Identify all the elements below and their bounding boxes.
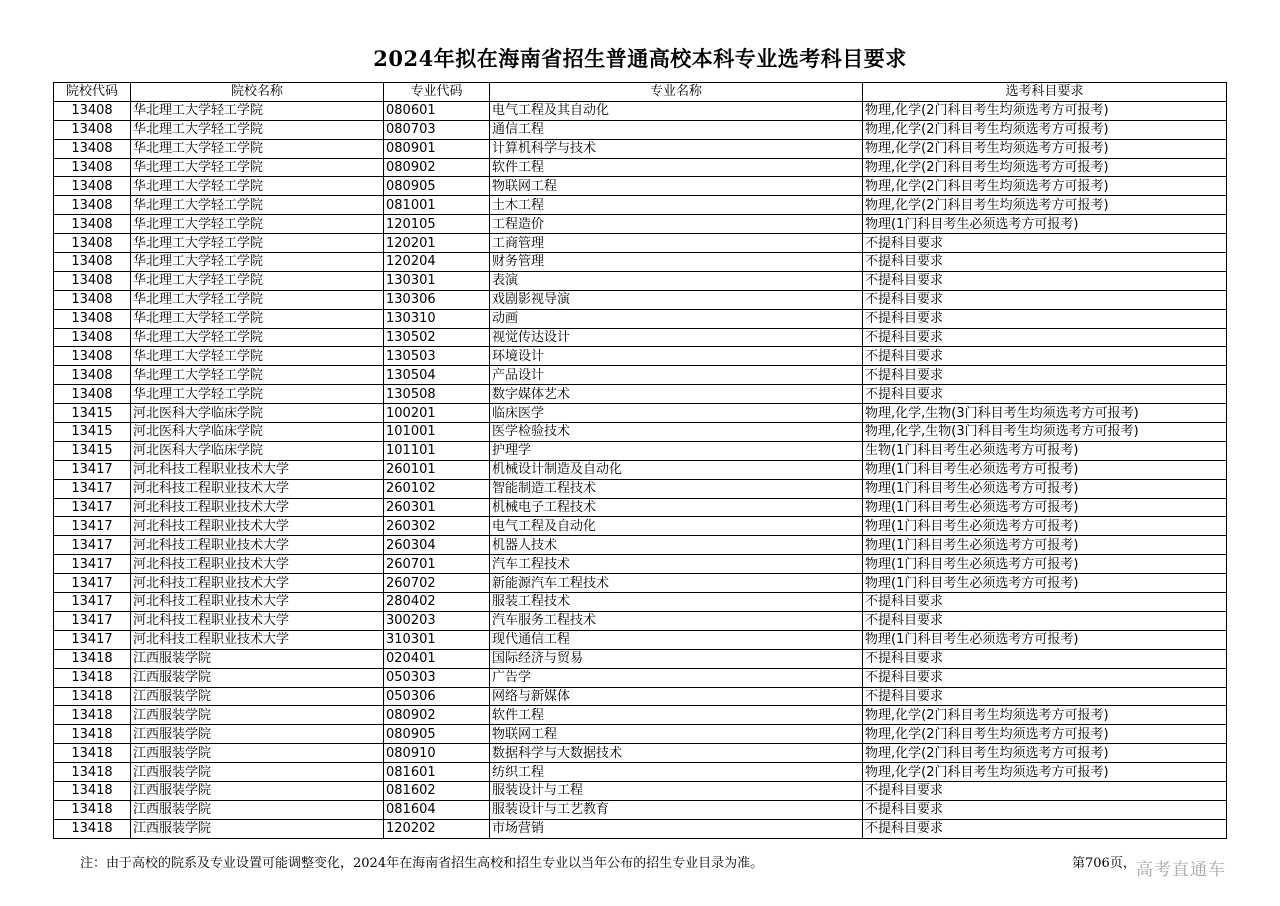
table-row	[54, 706, 1227, 725]
major-name-cell: 医学检验技术	[490, 423, 863, 442]
school-name-cell: 河北科技工程职业技术大学	[131, 574, 384, 593]
school-code-cell: 13417	[54, 574, 131, 593]
major-name-cell: 护理学	[490, 441, 863, 460]
table-header	[54, 83, 1227, 102]
school-code-cell: 13408	[54, 139, 131, 158]
school-name-cell: 华北理工大学轻工学院	[131, 177, 384, 196]
school-code-cell: 13408	[54, 234, 131, 253]
table-row	[54, 120, 1227, 139]
table-row	[54, 498, 1227, 517]
table-row	[54, 649, 1227, 668]
major-code-cell: 260702	[384, 574, 490, 593]
requirement-cell: 生物(1门科目考生必须选考方可报考)	[863, 441, 1227, 460]
major-code-cell: 130503	[384, 347, 490, 366]
table-row	[54, 725, 1227, 744]
header-requirement: 选考科目要求	[863, 83, 1227, 102]
major-code-cell: 130508	[384, 385, 490, 404]
requirement-cell: 不提科目要求	[863, 253, 1227, 272]
school-name-cell: 华北理工大学轻工学院	[131, 253, 384, 272]
school-code-cell: 13408	[54, 271, 131, 290]
requirement-cell: 物理,化学(2门科目考生均须选考方可报考)	[863, 177, 1227, 196]
major-code-cell: 310301	[384, 630, 490, 649]
school-name-cell: 河北科技工程职业技术大学	[131, 593, 384, 612]
subject-requirements-table	[53, 82, 1227, 839]
school-code-cell: 13417	[54, 498, 131, 517]
major-code-cell: 080902	[384, 706, 490, 725]
requirement-cell: 物理(1门科目考生必须选考方可报考)	[863, 498, 1227, 517]
table-row	[54, 744, 1227, 763]
school-code-cell: 13418	[54, 819, 131, 838]
major-code-cell: 080910	[384, 744, 490, 763]
major-code-cell: 120202	[384, 819, 490, 838]
table-row	[54, 101, 1227, 120]
table-row	[54, 479, 1227, 498]
school-code-cell: 13417	[54, 611, 131, 630]
school-name-cell: 江西服装学院	[131, 725, 384, 744]
school-code-cell: 13417	[54, 460, 131, 479]
school-code-cell: 13408	[54, 158, 131, 177]
major-code-cell: 260102	[384, 479, 490, 498]
requirement-cell: 物理,化学,生物(3门科目考生均须选考方可报考)	[863, 404, 1227, 423]
school-code-cell: 13418	[54, 800, 131, 819]
school-name-cell: 华北理工大学轻工学院	[131, 366, 384, 385]
school-code-cell: 13418	[54, 781, 131, 800]
requirement-cell: 物理(1门科目考生必须选考方可报考)	[863, 574, 1227, 593]
major-name-cell: 市场营销	[490, 819, 863, 838]
school-name-cell: 华北理工大学轻工学院	[131, 215, 384, 234]
major-code-cell: 260302	[384, 517, 490, 536]
requirement-cell: 物理(1门科目考生必须选考方可报考)	[863, 630, 1227, 649]
major-code-cell: 300203	[384, 611, 490, 630]
school-name-cell: 华北理工大学轻工学院	[131, 120, 384, 139]
major-name-cell: 新能源汽车工程技术	[490, 574, 863, 593]
school-name-cell: 江西服装学院	[131, 763, 384, 782]
major-code-cell: 130502	[384, 328, 490, 347]
table-row	[54, 800, 1227, 819]
major-name-cell: 软件工程	[490, 706, 863, 725]
requirement-cell: 不提科目要求	[863, 366, 1227, 385]
school-code-cell: 13417	[54, 630, 131, 649]
school-code-cell: 13418	[54, 763, 131, 782]
school-code-cell: 13417	[54, 536, 131, 555]
school-name-cell: 河北科技工程职业技术大学	[131, 536, 384, 555]
requirement-cell: 物理(1门科目考生必须选考方可报考)	[863, 215, 1227, 234]
table-row	[54, 687, 1227, 706]
major-code-cell: 080901	[384, 139, 490, 158]
major-code-cell: 080902	[384, 158, 490, 177]
table-row	[54, 404, 1227, 423]
school-code-cell: 13415	[54, 423, 131, 442]
school-name-cell: 江西服装学院	[131, 687, 384, 706]
major-name-cell: 机械电子工程技术	[490, 498, 863, 517]
major-name-cell: 数据科学与大数据技术	[490, 744, 863, 763]
major-name-cell: 计算机科学与技术	[490, 139, 863, 158]
school-name-cell: 江西服装学院	[131, 800, 384, 819]
requirement-cell: 不提科目要求	[863, 328, 1227, 347]
table-row	[54, 668, 1227, 687]
table-row	[54, 385, 1227, 404]
major-name-cell: 产品设计	[490, 366, 863, 385]
school-name-cell: 河北科技工程职业技术大学	[131, 498, 384, 517]
school-code-cell: 13418	[54, 668, 131, 687]
requirement-cell: 物理,化学(2门科目考生均须选考方可报考)	[863, 744, 1227, 763]
school-name-cell: 河北科技工程职业技术大学	[131, 555, 384, 574]
school-name-cell: 江西服装学院	[131, 781, 384, 800]
table-row	[54, 611, 1227, 630]
requirement-cell: 物理(1门科目考生必须选考方可报考)	[863, 517, 1227, 536]
school-code-cell: 13408	[54, 196, 131, 215]
major-name-cell: 工程造价	[490, 215, 863, 234]
table-row	[54, 215, 1227, 234]
major-name-cell: 汽车服务工程技术	[490, 611, 863, 630]
requirement-cell: 物理,化学(2门科目考生均须选考方可报考)	[863, 706, 1227, 725]
major-code-cell: 260301	[384, 498, 490, 517]
school-name-cell: 华北理工大学轻工学院	[131, 271, 384, 290]
major-name-cell: 服装设计与工艺教育	[490, 800, 863, 819]
major-name-cell: 临床医学	[490, 404, 863, 423]
table-row	[54, 309, 1227, 328]
table-row	[54, 366, 1227, 385]
major-code-cell: 080905	[384, 177, 490, 196]
school-code-cell: 13418	[54, 687, 131, 706]
school-name-cell: 华北理工大学轻工学院	[131, 385, 384, 404]
major-code-cell: 081604	[384, 800, 490, 819]
major-name-cell: 服装工程技术	[490, 593, 863, 612]
requirement-cell: 不提科目要求	[863, 234, 1227, 253]
table-row	[54, 460, 1227, 479]
requirement-cell: 不提科目要求	[863, 819, 1227, 838]
watermark: 高考直通车	[1136, 860, 1226, 880]
table-row	[54, 781, 1227, 800]
school-code-cell: 13408	[54, 347, 131, 366]
major-name-cell: 网络与新媒体	[490, 687, 863, 706]
school-name-cell: 华北理工大学轻工学院	[131, 234, 384, 253]
major-name-cell: 戏剧影视导演	[490, 290, 863, 309]
requirement-cell: 物理(1门科目考生必须选考方可报考)	[863, 536, 1227, 555]
school-name-cell: 华北理工大学轻工学院	[131, 328, 384, 347]
major-code-cell: 050306	[384, 687, 490, 706]
major-code-cell: 120204	[384, 253, 490, 272]
header-major-code: 专业代码	[384, 83, 490, 102]
school-code-cell: 13417	[54, 555, 131, 574]
major-name-cell: 国际经济与贸易	[490, 649, 863, 668]
major-code-cell: 280402	[384, 593, 490, 612]
major-code-cell: 080905	[384, 725, 490, 744]
major-code-cell: 260101	[384, 460, 490, 479]
school-name-cell: 江西服装学院	[131, 649, 384, 668]
major-name-cell: 电气工程及自动化	[490, 517, 863, 536]
school-name-cell: 华北理工大学轻工学院	[131, 158, 384, 177]
major-name-cell: 物联网工程	[490, 725, 863, 744]
school-name-cell: 华北理工大学轻工学院	[131, 101, 384, 120]
major-code-cell: 130306	[384, 290, 490, 309]
table-row	[54, 819, 1227, 838]
requirement-cell: 不提科目要求	[863, 290, 1227, 309]
table-row	[54, 253, 1227, 272]
major-code-cell: 101001	[384, 423, 490, 442]
requirement-cell: 物理,化学(2门科目考生均须选考方可报考)	[863, 196, 1227, 215]
requirement-cell: 物理(1门科目考生必须选考方可报考)	[863, 555, 1227, 574]
major-name-cell: 环境设计	[490, 347, 863, 366]
major-code-cell: 120201	[384, 234, 490, 253]
school-name-cell: 河北科技工程职业技术大学	[131, 517, 384, 536]
major-name-cell: 表演	[490, 271, 863, 290]
school-code-cell: 13417	[54, 517, 131, 536]
school-code-cell: 13408	[54, 177, 131, 196]
major-name-cell: 土木工程	[490, 196, 863, 215]
school-name-cell: 河北科技工程职业技术大学	[131, 630, 384, 649]
school-name-cell: 河北医科大学临床学院	[131, 441, 384, 460]
table-row	[54, 441, 1227, 460]
major-name-cell: 汽车工程技术	[490, 555, 863, 574]
school-code-cell: 13415	[54, 441, 131, 460]
requirement-cell: 物理,化学(2门科目考生均须选考方可报考)	[863, 139, 1227, 158]
requirement-cell: 不提科目要求	[863, 687, 1227, 706]
requirement-cell: 不提科目要求	[863, 593, 1227, 612]
school-code-cell: 13408	[54, 309, 131, 328]
major-name-cell: 物联网工程	[490, 177, 863, 196]
requirement-cell: 不提科目要求	[863, 271, 1227, 290]
major-code-cell: 130504	[384, 366, 490, 385]
school-code-cell: 13418	[54, 744, 131, 763]
requirement-cell: 物理,化学(2门科目考生均须选考方可报考)	[863, 101, 1227, 120]
school-name-cell: 江西服装学院	[131, 819, 384, 838]
school-name-cell: 华北理工大学轻工学院	[131, 347, 384, 366]
table-row	[54, 630, 1227, 649]
footer-note: 注：由于高校的院系及专业设置可能调整变化，2024年在海南省招生高校和招生专业以当年公布的招生专业目录为准。	[80, 856, 764, 871]
major-code-cell: 080703	[384, 120, 490, 139]
major-code-cell: 100201	[384, 404, 490, 423]
school-code-cell: 13408	[54, 366, 131, 385]
major-name-cell: 广告学	[490, 668, 863, 687]
school-name-cell: 河北科技工程职业技术大学	[131, 460, 384, 479]
major-code-cell: 081001	[384, 196, 490, 215]
table-row	[54, 574, 1227, 593]
major-name-cell: 软件工程	[490, 158, 863, 177]
requirement-cell: 物理,化学(2门科目考生均须选考方可报考)	[863, 120, 1227, 139]
page-title: 2024年拟在海南省招生普通高校本科专业选考科目要求	[373, 46, 907, 71]
requirement-cell: 物理,化学(2门科目考生均须选考方可报考)	[863, 725, 1227, 744]
table-row	[54, 517, 1227, 536]
school-name-cell: 河北科技工程职业技术大学	[131, 479, 384, 498]
requirement-cell: 物理,化学(2门科目考生均须选考方可报考)	[863, 158, 1227, 177]
major-name-cell: 服装设计与工程	[490, 781, 863, 800]
requirement-cell: 不提科目要求	[863, 611, 1227, 630]
table-row	[54, 234, 1227, 253]
school-code-cell: 13415	[54, 404, 131, 423]
major-name-cell: 视觉传达设计	[490, 328, 863, 347]
school-name-cell: 江西服装学院	[131, 668, 384, 687]
major-name-cell: 机械设计制造及自动化	[490, 460, 863, 479]
page-number: 第706页，	[1072, 856, 1136, 871]
major-name-cell: 工商管理	[490, 234, 863, 253]
requirement-cell: 物理(1门科目考生必须选考方可报考)	[863, 479, 1227, 498]
requirement-cell: 不提科目要求	[863, 800, 1227, 819]
major-name-cell: 智能制造工程技术	[490, 479, 863, 498]
table-row	[54, 158, 1227, 177]
major-code-cell: 081602	[384, 781, 490, 800]
requirement-cell: 不提科目要求	[863, 385, 1227, 404]
requirement-cell: 不提科目要求	[863, 668, 1227, 687]
school-name-cell: 华北理工大学轻工学院	[131, 309, 384, 328]
table-row	[54, 177, 1227, 196]
table-row	[54, 763, 1227, 782]
school-code-cell: 13408	[54, 120, 131, 139]
major-code-cell: 130310	[384, 309, 490, 328]
major-name-cell: 现代通信工程	[490, 630, 863, 649]
table-body	[54, 101, 1227, 838]
requirement-cell: 物理,化学(2门科目考生均须选考方可报考)	[863, 763, 1227, 782]
table-row	[54, 196, 1227, 215]
requirement-cell: 物理,化学,生物(3门科目考生均须选考方可报考)	[863, 423, 1227, 442]
table-row	[54, 290, 1227, 309]
school-name-cell: 江西服装学院	[131, 744, 384, 763]
school-name-cell: 河北科技工程职业技术大学	[131, 611, 384, 630]
school-name-cell: 华北理工大学轻工学院	[131, 139, 384, 158]
major-code-cell: 020401	[384, 649, 490, 668]
school-code-cell: 13418	[54, 725, 131, 744]
header-major-name: 专业名称	[490, 83, 863, 102]
school-code-cell: 13408	[54, 290, 131, 309]
school-code-cell: 13408	[54, 385, 131, 404]
table-row	[54, 271, 1227, 290]
major-code-cell: 050303	[384, 668, 490, 687]
table-row	[54, 423, 1227, 442]
major-code-cell: 081601	[384, 763, 490, 782]
school-code-cell: 13408	[54, 215, 131, 234]
table-row	[54, 593, 1227, 612]
header-school-code: 院校代码	[54, 83, 131, 102]
major-code-cell: 130301	[384, 271, 490, 290]
requirement-cell: 不提科目要求	[863, 347, 1227, 366]
school-code-cell: 13417	[54, 593, 131, 612]
school-code-cell: 13418	[54, 706, 131, 725]
requirement-cell: 不提科目要求	[863, 309, 1227, 328]
school-code-cell: 13408	[54, 328, 131, 347]
major-name-cell: 机器人技术	[490, 536, 863, 555]
major-name-cell: 数字媒体艺术	[490, 385, 863, 404]
major-code-cell: 260304	[384, 536, 490, 555]
major-name-cell: 财务管理	[490, 253, 863, 272]
school-name-cell: 河北医科大学临床学院	[131, 423, 384, 442]
requirement-cell: 不提科目要求	[863, 649, 1227, 668]
school-name-cell: 河北医科大学临床学院	[131, 404, 384, 423]
major-name-cell: 纺织工程	[490, 763, 863, 782]
table-row	[54, 347, 1227, 366]
header-school-name: 院校名称	[131, 83, 384, 102]
header-row	[54, 83, 1227, 102]
school-code-cell: 13418	[54, 649, 131, 668]
table-row	[54, 328, 1227, 347]
school-name-cell: 江西服装学院	[131, 706, 384, 725]
major-code-cell: 101101	[384, 441, 490, 460]
school-code-cell: 13417	[54, 479, 131, 498]
major-name-cell: 通信工程	[490, 120, 863, 139]
requirement-cell: 物理(1门科目考生必须选考方可报考)	[863, 460, 1227, 479]
school-code-cell: 13408	[54, 253, 131, 272]
requirement-cell: 不提科目要求	[863, 781, 1227, 800]
major-name-cell: 动画	[490, 309, 863, 328]
school-name-cell: 华北理工大学轻工学院	[131, 196, 384, 215]
major-code-cell: 080601	[384, 101, 490, 120]
major-code-cell: 120105	[384, 215, 490, 234]
table-row	[54, 536, 1227, 555]
table-row	[54, 555, 1227, 574]
school-name-cell: 华北理工大学轻工学院	[131, 290, 384, 309]
major-name-cell: 电气工程及其自动化	[490, 101, 863, 120]
table-row	[54, 139, 1227, 158]
school-code-cell: 13408	[54, 101, 131, 120]
major-code-cell: 260701	[384, 555, 490, 574]
